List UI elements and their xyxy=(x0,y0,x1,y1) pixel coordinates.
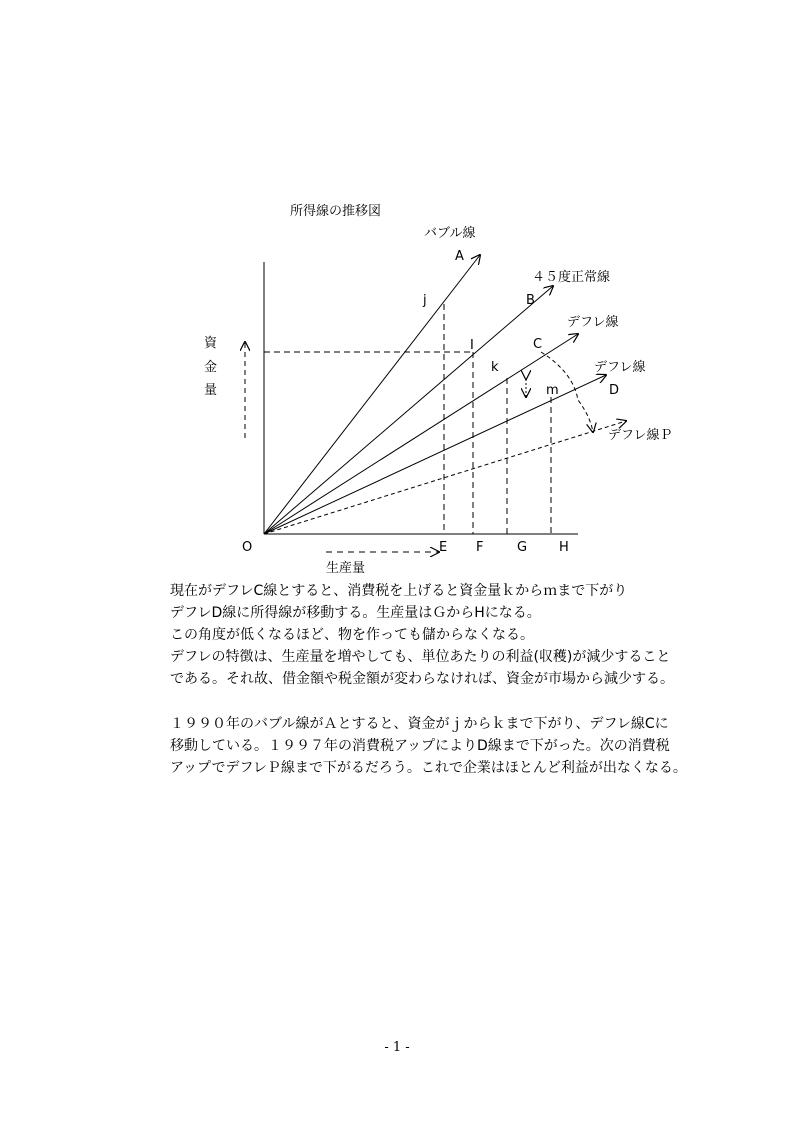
x-point-f: F xyxy=(476,540,484,555)
point-j: j xyxy=(423,293,427,308)
bubble-line-label: バブル線 xyxy=(424,226,476,241)
y-axis-label-3: 量 xyxy=(204,383,218,398)
bubble-line-a xyxy=(264,255,480,534)
line-c-letter: C xyxy=(533,337,543,352)
y-axis-label-2: 金 xyxy=(204,360,218,375)
line-d-letter: D xyxy=(609,383,620,398)
page-number: - 1 - xyxy=(384,1040,410,1055)
deflation-d-line-label: デフレ線 xyxy=(594,360,646,375)
paragraph-line: である。それ故、借金額や税金額が変わらなければ、資金が市場から減少する。 xyxy=(170,671,674,687)
point-m: m xyxy=(546,383,559,398)
deflation-line-c xyxy=(264,334,578,534)
x-point-g: G xyxy=(517,540,528,555)
paragraph-line: 移動している。１９９７年の消費税アップによりD線まで下がった。次の消費税 xyxy=(170,738,670,754)
point-i: I xyxy=(470,338,474,353)
paragraph-line: この角度が低くなるほど、物を作っても儲からなくなる。 xyxy=(170,627,534,643)
paragraph-line: １９９０年のバブル線がＡとすると、資金がｊからｋまで下がり、デフレ線Cに xyxy=(170,716,669,732)
paragraph-line: デフレD線に所得線が移動する。生産量はＧからHになる。 xyxy=(170,605,541,621)
point-k: k xyxy=(491,360,499,375)
x-point-h: H xyxy=(559,540,569,555)
line-b-letter: B xyxy=(526,293,535,308)
deflation-c-line-label: デフレ線 xyxy=(567,315,619,330)
paragraph-line: デフレの特徴は、生産量を増やしても、単位あたりの利益(収穫)が減少すること xyxy=(170,649,671,665)
paragraph-line: アップでデフレＰ線まで下がるだろう。これで企業はほとんど利益が出なくなる。 xyxy=(170,760,687,776)
deflation-line-d xyxy=(264,375,606,534)
y-axis-label-1: 資 xyxy=(204,336,218,351)
explanation-paragraph-2 xyxy=(170,713,687,779)
x-axis-label: 生産量 xyxy=(326,561,366,576)
paragraph-line: 現在がデフレC線とすると、消費税を上げると資金量ｋからｍまで下がり xyxy=(170,583,628,599)
diagram-title: 所得線の推移図 xyxy=(290,204,382,219)
normal-45-line-label: ４５度正常線 xyxy=(532,270,611,285)
deflation-line-p xyxy=(264,421,626,534)
line-a-letter: A xyxy=(455,249,464,264)
origin-label: O xyxy=(242,540,253,555)
deflation-p-line-label: デフレ線Ｐ xyxy=(608,428,673,443)
normal-45-line-b xyxy=(264,286,553,534)
x-point-e: E xyxy=(439,540,448,555)
explanation-paragraph-1 xyxy=(170,580,674,690)
